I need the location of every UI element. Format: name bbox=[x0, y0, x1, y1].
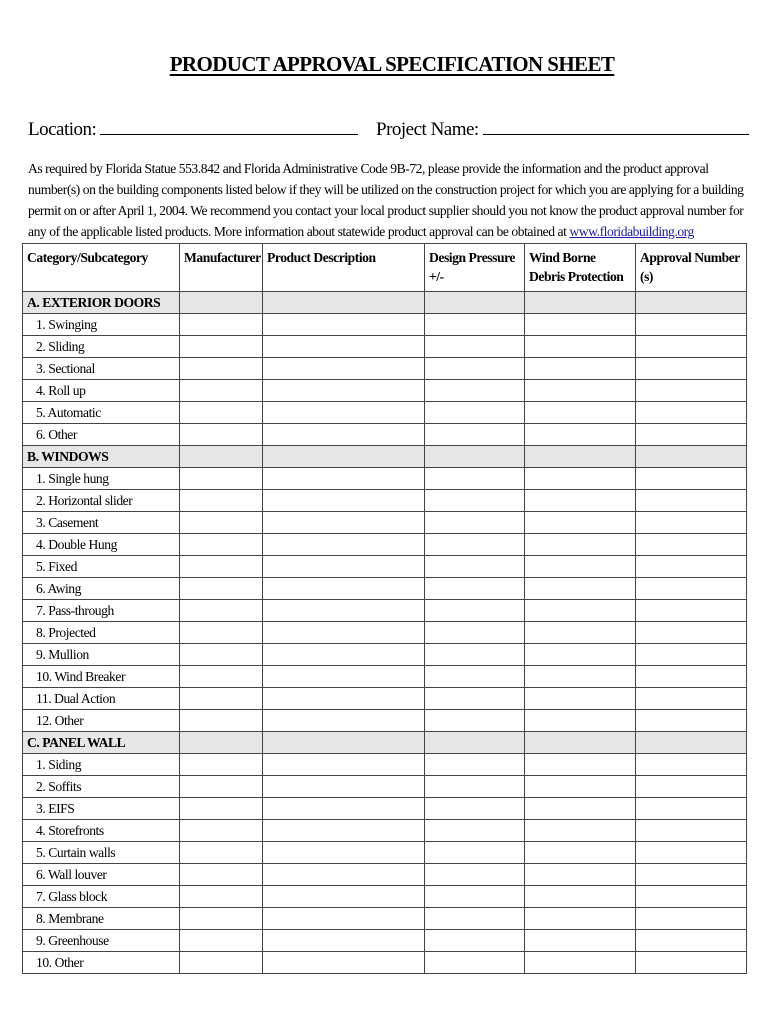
product-description-cell[interactable] bbox=[263, 380, 425, 402]
table-row bbox=[23, 468, 747, 490]
product-description-cell[interactable] bbox=[263, 358, 425, 380]
subcategory-label: 9. Greenhouse bbox=[23, 930, 180, 952]
florida-building-link[interactable]: www.floridabuilding.org bbox=[569, 224, 694, 239]
table-row bbox=[23, 688, 747, 710]
product-description-cell[interactable] bbox=[263, 622, 425, 644]
design-pressure-cell[interactable] bbox=[425, 534, 525, 556]
table-row bbox=[23, 380, 747, 402]
design-pressure-cell[interactable] bbox=[425, 314, 525, 336]
table-row bbox=[23, 358, 747, 380]
section-blank-cell bbox=[180, 732, 263, 754]
approval-number-cell[interactable] bbox=[636, 314, 747, 336]
subcategory-label: 8. Projected bbox=[23, 622, 180, 644]
wind-borne-debris-cell[interactable] bbox=[525, 490, 636, 512]
subcategory-label: 6. Awing bbox=[23, 578, 180, 600]
col-header-design-pressure: Design Pressure +/- bbox=[425, 244, 525, 292]
design-pressure-cell[interactable] bbox=[425, 622, 525, 644]
approval-number-cell[interactable] bbox=[636, 600, 747, 622]
approval-number-cell[interactable] bbox=[636, 556, 747, 578]
approval-number-cell[interactable] bbox=[636, 798, 747, 820]
subcategory-label: 8. Membrane bbox=[23, 908, 180, 930]
section-blank-cell bbox=[263, 446, 425, 468]
wind-borne-debris-cell[interactable] bbox=[525, 424, 636, 446]
table-row bbox=[23, 776, 747, 798]
approval-number-cell[interactable] bbox=[636, 930, 747, 952]
location-label: Location: bbox=[28, 119, 97, 140]
product-description-cell[interactable] bbox=[263, 710, 425, 732]
wind-borne-debris-cell[interactable] bbox=[525, 930, 636, 952]
intro-paragraph bbox=[28, 158, 744, 242]
manufacturer-cell[interactable] bbox=[180, 468, 263, 490]
section-row bbox=[23, 292, 747, 314]
product-description-cell[interactable] bbox=[263, 820, 425, 842]
location-field[interactable] bbox=[28, 118, 358, 141]
table-row bbox=[23, 930, 747, 952]
wind-borne-debris-cell[interactable] bbox=[525, 512, 636, 534]
approval-number-cell[interactable] bbox=[636, 710, 747, 732]
design-pressure-cell[interactable] bbox=[425, 644, 525, 666]
wind-borne-debris-cell[interactable] bbox=[525, 402, 636, 424]
approval-number-cell[interactable] bbox=[636, 512, 747, 534]
product-description-cell[interactable] bbox=[263, 908, 425, 930]
manufacturer-cell[interactable] bbox=[180, 314, 263, 336]
approval-number-cell[interactable] bbox=[636, 666, 747, 688]
manufacturer-cell[interactable] bbox=[180, 886, 263, 908]
project-name-field[interactable] bbox=[376, 118, 749, 141]
product-description-cell[interactable] bbox=[263, 930, 425, 952]
product-description-cell[interactable] bbox=[263, 842, 425, 864]
product-description-cell[interactable] bbox=[263, 600, 425, 622]
col-header-product-description: Product Description bbox=[263, 244, 425, 292]
product-description-cell[interactable] bbox=[263, 314, 425, 336]
manufacturer-cell[interactable] bbox=[180, 754, 263, 776]
location-blank[interactable] bbox=[100, 118, 358, 135]
wind-borne-debris-cell[interactable] bbox=[525, 908, 636, 930]
wind-borne-debris-cell[interactable] bbox=[525, 314, 636, 336]
wind-borne-debris-cell[interactable] bbox=[525, 644, 636, 666]
subcategory-label: 5. Curtain walls bbox=[23, 842, 180, 864]
manufacturer-cell[interactable] bbox=[180, 622, 263, 644]
wind-borne-debris-cell[interactable] bbox=[525, 468, 636, 490]
table-row bbox=[23, 666, 747, 688]
header-fields bbox=[28, 118, 748, 148]
manufacturer-cell[interactable] bbox=[180, 798, 263, 820]
design-pressure-cell[interactable] bbox=[425, 600, 525, 622]
subcategory-label: 3. EIFS bbox=[23, 798, 180, 820]
table-row bbox=[23, 864, 747, 886]
subcategory-label: 5. Fixed bbox=[23, 556, 180, 578]
approval-number-cell[interactable] bbox=[636, 578, 747, 600]
manufacturer-cell[interactable] bbox=[180, 512, 263, 534]
design-pressure-cell[interactable] bbox=[425, 468, 525, 490]
table-row bbox=[23, 798, 747, 820]
approval-number-cell[interactable] bbox=[636, 864, 747, 886]
section-blank-cell bbox=[525, 732, 636, 754]
approval-number-cell[interactable] bbox=[636, 688, 747, 710]
design-pressure-cell[interactable] bbox=[425, 776, 525, 798]
col-header-category: Category/Subcategory bbox=[23, 244, 180, 292]
col-header-manufacturer: Manufacturer bbox=[180, 244, 263, 292]
design-pressure-cell[interactable] bbox=[425, 842, 525, 864]
approval-number-cell[interactable] bbox=[636, 534, 747, 556]
manufacturer-cell[interactable] bbox=[180, 820, 263, 842]
wind-borne-debris-cell[interactable] bbox=[525, 666, 636, 688]
product-description-cell[interactable] bbox=[263, 864, 425, 886]
manufacturer-cell[interactable] bbox=[180, 864, 263, 886]
wind-borne-debris-cell[interactable] bbox=[525, 842, 636, 864]
subcategory-label: 5. Automatic bbox=[23, 402, 180, 424]
product-description-cell[interactable] bbox=[263, 644, 425, 666]
approval-number-cell[interactable] bbox=[636, 908, 747, 930]
design-pressure-cell[interactable] bbox=[425, 578, 525, 600]
design-pressure-cell[interactable] bbox=[425, 930, 525, 952]
design-pressure-cell[interactable] bbox=[425, 864, 525, 886]
manufacturer-cell[interactable] bbox=[180, 600, 263, 622]
intro-text: As required by Florida Statue 553.842 and Florida Administrative Code 9B-72, please provide the information and the product approval number(s) on the building components listed below if they will be utilized on the construction project for which you are applying for a building permit on or after April 1, 2004. We recommend you contact your local product supplier should you not know the product approval number for any of the applicable listed products. More information about statewide product approval can be obtained at bbox=[28, 161, 744, 239]
section-blank-cell bbox=[636, 732, 747, 754]
section-row bbox=[23, 446, 747, 468]
table-row bbox=[23, 886, 747, 908]
table-row bbox=[23, 512, 747, 534]
table-body bbox=[23, 292, 747, 974]
design-pressure-cell[interactable] bbox=[425, 820, 525, 842]
product-description-cell[interactable] bbox=[263, 578, 425, 600]
approval-number-cell[interactable] bbox=[636, 776, 747, 798]
design-pressure-cell[interactable] bbox=[425, 512, 525, 534]
page-title: PRODUCT APPROVAL SPECIFICATION SHEET bbox=[169, 52, 615, 76]
manufacturer-cell[interactable] bbox=[180, 930, 263, 952]
product-description-cell[interactable] bbox=[263, 512, 425, 534]
subcategory-label: 1. Siding bbox=[23, 754, 180, 776]
section-blank-cell bbox=[425, 292, 525, 314]
table-row bbox=[23, 556, 747, 578]
product-description-cell[interactable] bbox=[263, 534, 425, 556]
product-description-cell[interactable] bbox=[263, 798, 425, 820]
section-row bbox=[23, 732, 747, 754]
wind-borne-debris-cell[interactable] bbox=[525, 864, 636, 886]
table-row bbox=[23, 842, 747, 864]
design-pressure-cell[interactable] bbox=[425, 490, 525, 512]
approval-number-cell[interactable] bbox=[636, 842, 747, 864]
subcategory-label: 10. Wind Breaker bbox=[23, 666, 180, 688]
design-pressure-cell[interactable] bbox=[425, 336, 525, 358]
table-row bbox=[23, 336, 747, 358]
project-name-label: Project Name: bbox=[376, 119, 479, 140]
product-description-cell[interactable] bbox=[263, 754, 425, 776]
approval-number-cell[interactable] bbox=[636, 468, 747, 490]
table-row bbox=[23, 710, 747, 732]
subcategory-label: 4. Storefronts bbox=[23, 820, 180, 842]
wind-borne-debris-cell[interactable] bbox=[525, 534, 636, 556]
approval-number-cell[interactable] bbox=[636, 380, 747, 402]
design-pressure-cell[interactable] bbox=[425, 952, 525, 974]
manufacturer-cell[interactable] bbox=[180, 776, 263, 798]
subcategory-label: 1. Single hung bbox=[23, 468, 180, 490]
section-blank-cell bbox=[425, 732, 525, 754]
wind-borne-debris-cell[interactable] bbox=[525, 798, 636, 820]
table-row bbox=[23, 600, 747, 622]
section-blank-cell bbox=[525, 292, 636, 314]
table-row bbox=[23, 952, 747, 974]
approval-number-cell[interactable] bbox=[636, 402, 747, 424]
product-description-cell[interactable] bbox=[263, 952, 425, 974]
manufacturer-cell[interactable] bbox=[180, 556, 263, 578]
product-description-cell[interactable] bbox=[263, 776, 425, 798]
manufacturer-cell[interactable] bbox=[180, 490, 263, 512]
table-row bbox=[23, 820, 747, 842]
subcategory-label: 12. Other bbox=[23, 710, 180, 732]
section-label: C. PANEL WALL bbox=[23, 732, 180, 754]
wind-borne-debris-cell[interactable] bbox=[525, 336, 636, 358]
wind-borne-debris-cell[interactable] bbox=[525, 688, 636, 710]
subcategory-label: 6. Wall louver bbox=[23, 864, 180, 886]
wind-borne-debris-cell[interactable] bbox=[525, 754, 636, 776]
table-row bbox=[23, 578, 747, 600]
subcategory-label: 3. Casement bbox=[23, 512, 180, 534]
table-row bbox=[23, 754, 747, 776]
table-header-row bbox=[23, 244, 747, 292]
wind-borne-debris-cell[interactable] bbox=[525, 556, 636, 578]
section-label: A. EXTERIOR DOORS bbox=[23, 292, 180, 314]
section-blank-cell bbox=[180, 292, 263, 314]
subcategory-label: 2. Horizontal slider bbox=[23, 490, 180, 512]
design-pressure-cell[interactable] bbox=[425, 402, 525, 424]
approval-number-cell[interactable] bbox=[636, 754, 747, 776]
subcategory-label: 4. Roll up bbox=[23, 380, 180, 402]
manufacturer-cell[interactable] bbox=[180, 380, 263, 402]
section-blank-cell bbox=[180, 446, 263, 468]
subcategory-label: 2. Sliding bbox=[23, 336, 180, 358]
approval-number-cell[interactable] bbox=[636, 644, 747, 666]
subcategory-label: 2. Soffits bbox=[23, 776, 180, 798]
table-row bbox=[23, 622, 747, 644]
manufacturer-cell[interactable] bbox=[180, 358, 263, 380]
subcategory-label: 7. Glass block bbox=[23, 886, 180, 908]
design-pressure-cell[interactable] bbox=[425, 380, 525, 402]
design-pressure-cell[interactable] bbox=[425, 798, 525, 820]
product-description-cell[interactable] bbox=[263, 424, 425, 446]
approval-number-cell[interactable] bbox=[636, 820, 747, 842]
approval-number-cell[interactable] bbox=[636, 952, 747, 974]
wind-borne-debris-cell[interactable] bbox=[525, 578, 636, 600]
approval-number-cell[interactable] bbox=[636, 336, 747, 358]
manufacturer-cell[interactable] bbox=[180, 534, 263, 556]
product-description-cell[interactable] bbox=[263, 402, 425, 424]
product-description-cell[interactable] bbox=[263, 886, 425, 908]
manufacturer-cell[interactable] bbox=[180, 908, 263, 930]
section-label: B. WINDOWS bbox=[23, 446, 180, 468]
approval-number-cell[interactable] bbox=[636, 622, 747, 644]
design-pressure-cell[interactable] bbox=[425, 754, 525, 776]
wind-borne-debris-cell[interactable] bbox=[525, 952, 636, 974]
subcategory-label: 11. Dual Action bbox=[23, 688, 180, 710]
wind-borne-debris-cell[interactable] bbox=[525, 358, 636, 380]
table-row bbox=[23, 908, 747, 930]
product-description-cell[interactable] bbox=[263, 468, 425, 490]
section-blank-cell bbox=[636, 292, 747, 314]
wind-borne-debris-cell[interactable] bbox=[525, 600, 636, 622]
section-blank-cell bbox=[636, 446, 747, 468]
project-name-blank[interactable] bbox=[483, 118, 749, 135]
subcategory-label: 6. Other bbox=[23, 424, 180, 446]
table-row bbox=[23, 424, 747, 446]
manufacturer-cell[interactable] bbox=[180, 578, 263, 600]
wind-borne-debris-cell[interactable] bbox=[525, 622, 636, 644]
design-pressure-cell[interactable] bbox=[425, 886, 525, 908]
approval-number-cell[interactable] bbox=[636, 490, 747, 512]
approval-number-cell[interactable] bbox=[636, 424, 747, 446]
product-description-cell[interactable] bbox=[263, 490, 425, 512]
table-row bbox=[23, 534, 747, 556]
table-row bbox=[23, 490, 747, 512]
subcategory-label: 10. Other bbox=[23, 952, 180, 974]
design-pressure-cell[interactable] bbox=[425, 710, 525, 732]
manufacturer-cell[interactable] bbox=[180, 710, 263, 732]
wind-borne-debris-cell[interactable] bbox=[525, 380, 636, 402]
approval-table bbox=[22, 243, 747, 974]
wind-borne-debris-cell[interactable] bbox=[525, 886, 636, 908]
manufacturer-cell[interactable] bbox=[180, 666, 263, 688]
table-row bbox=[23, 314, 747, 336]
design-pressure-cell[interactable] bbox=[425, 424, 525, 446]
manufacturer-cell[interactable] bbox=[180, 688, 263, 710]
subcategory-label: 4. Double Hung bbox=[23, 534, 180, 556]
subcategory-label: 1. Swinging bbox=[23, 314, 180, 336]
approval-number-cell[interactable] bbox=[636, 358, 747, 380]
manufacturer-cell[interactable] bbox=[180, 952, 263, 974]
product-description-cell[interactable] bbox=[263, 556, 425, 578]
manufacturer-cell[interactable] bbox=[180, 336, 263, 358]
table-row bbox=[23, 402, 747, 424]
section-blank-cell bbox=[525, 446, 636, 468]
subcategory-label: 7. Pass-through bbox=[23, 600, 180, 622]
manufacturer-cell[interactable] bbox=[180, 402, 263, 424]
subcategory-label: 3. Sectional bbox=[23, 358, 180, 380]
product-description-cell[interactable] bbox=[263, 666, 425, 688]
approval-number-cell[interactable] bbox=[636, 886, 747, 908]
product-description-cell[interactable] bbox=[263, 336, 425, 358]
design-pressure-cell[interactable] bbox=[425, 358, 525, 380]
manufacturer-cell[interactable] bbox=[180, 644, 263, 666]
col-header-approval-number: Approval Number (s) bbox=[636, 244, 747, 292]
product-description-cell[interactable] bbox=[263, 688, 425, 710]
manufacturer-cell[interactable] bbox=[180, 424, 263, 446]
design-pressure-cell[interactable] bbox=[425, 556, 525, 578]
wind-borne-debris-cell[interactable] bbox=[525, 820, 636, 842]
section-blank-cell bbox=[425, 446, 525, 468]
subcategory-label: 9. Mullion bbox=[23, 644, 180, 666]
design-pressure-cell[interactable] bbox=[425, 908, 525, 930]
col-header-wind-borne-debris: Wind Borne Debris Protection bbox=[525, 244, 636, 292]
manufacturer-cell[interactable] bbox=[180, 842, 263, 864]
wind-borne-debris-cell[interactable] bbox=[525, 710, 636, 732]
design-pressure-cell[interactable] bbox=[425, 666, 525, 688]
table-row bbox=[23, 644, 747, 666]
wind-borne-debris-cell[interactable] bbox=[525, 776, 636, 798]
design-pressure-cell[interactable] bbox=[425, 688, 525, 710]
section-blank-cell bbox=[263, 292, 425, 314]
section-blank-cell bbox=[263, 732, 425, 754]
